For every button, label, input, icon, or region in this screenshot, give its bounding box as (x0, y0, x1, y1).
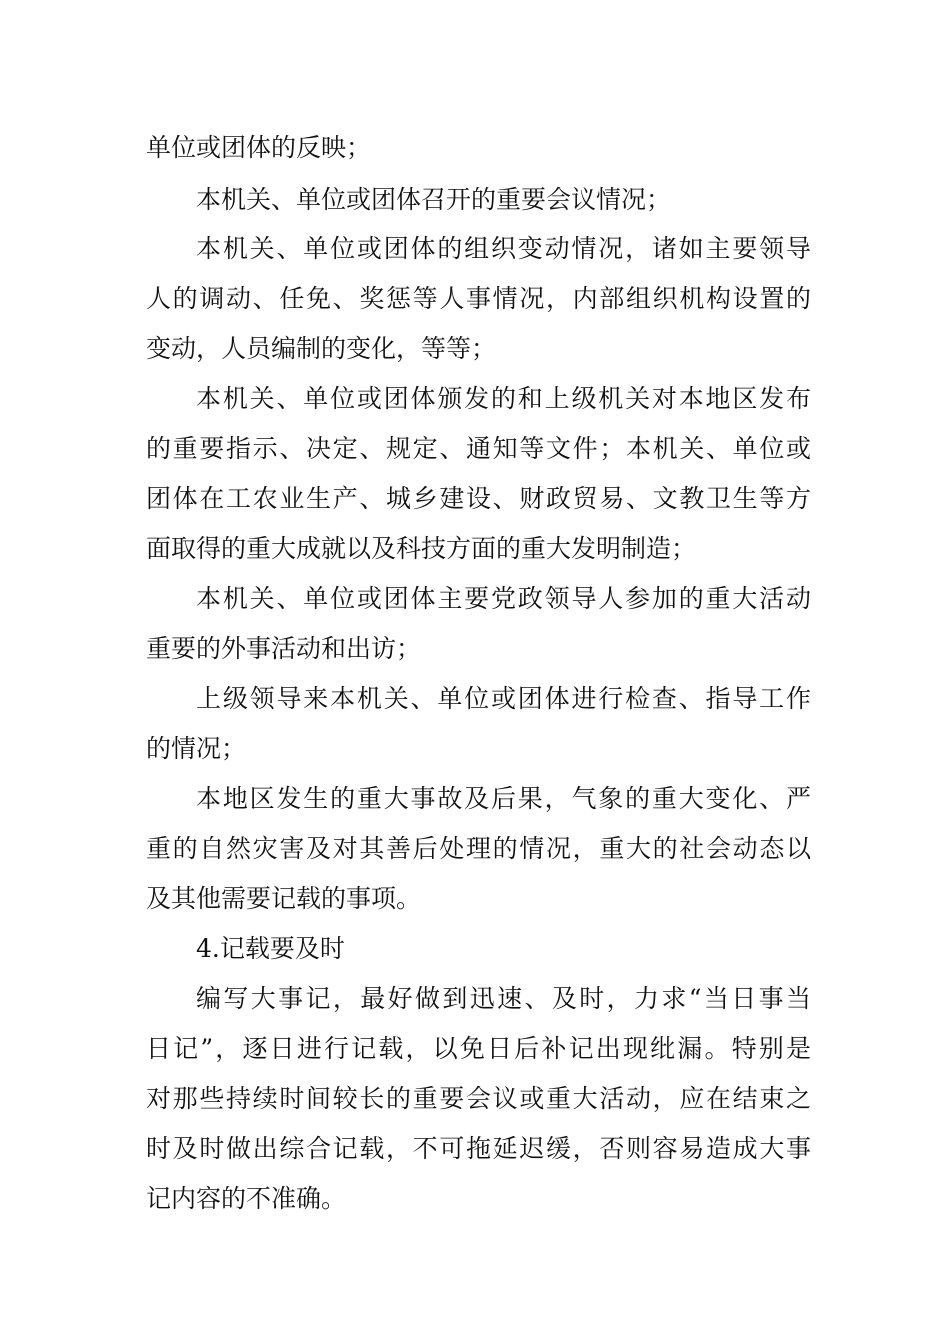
paragraph-line: 时及时做出综合记载，不可拖延迟缓，否则容易造成大事 (146, 1134, 811, 1163)
paragraph-line: 上级领导来本机关、单位或团体进行检查、指导工作 (196, 684, 811, 713)
paragraph-line: 日记”，逐日进行记载，以免日后补记出现纰漏。特别是 (146, 1034, 811, 1063)
section-heading: 4.记载要及时 (196, 934, 345, 963)
paragraph-line: 的重要指示、决定、规定、通知等文件；本机关、单位或 (146, 434, 811, 463)
paragraph-line: 及其他需要记载的事项。 (146, 884, 422, 913)
paragraph-line: 重的自然灾害及对其善后处理的情况，重大的社会动态以 (146, 834, 811, 863)
paragraph-line: 本机关、单位或团体的组织变动情况，诸如主要领导 (196, 234, 811, 263)
paragraph-line: 记内容的不准确。 (146, 1184, 347, 1213)
paragraph-line: 面取得的重大成就以及科技方面的重大发明制造； (146, 534, 697, 563)
paragraph-line: 人的调动、任免、奖惩等人事情况，内部组织机构设置的 (146, 284, 811, 313)
paragraph-line: 对那些持续时间较长的重要会议或重大活动，应在结束之 (146, 1084, 811, 1113)
paragraph-line: 本机关、单位或团体召开的重要会议情况； (196, 185, 672, 214)
paragraph-line: 单位或团体的反映； (146, 133, 372, 162)
paragraph-line: 团体在工农业生产、城乡建设、财政贸易、文教卫生等方 (146, 484, 811, 513)
paragraph-line: 变动，人员编制的变化，等等； (146, 334, 497, 363)
paragraph-line: 本机关、单位或团体主要党政领导人参加的重大活动 (196, 584, 811, 613)
paragraph-line: 重要的外事活动和出访； (146, 634, 422, 663)
paragraph-line: 编写大事记，最好做到迅速、及时，力求“当日事当 (196, 984, 811, 1013)
paragraph-line: 本机关、单位或团体颁发的和上级机关对本地区发布 (196, 384, 811, 413)
paragraph-line: 的情况； (146, 734, 247, 763)
paragraph-line: 本地区发生的重大事故及后果，气象的重大变化、严 (196, 784, 811, 813)
